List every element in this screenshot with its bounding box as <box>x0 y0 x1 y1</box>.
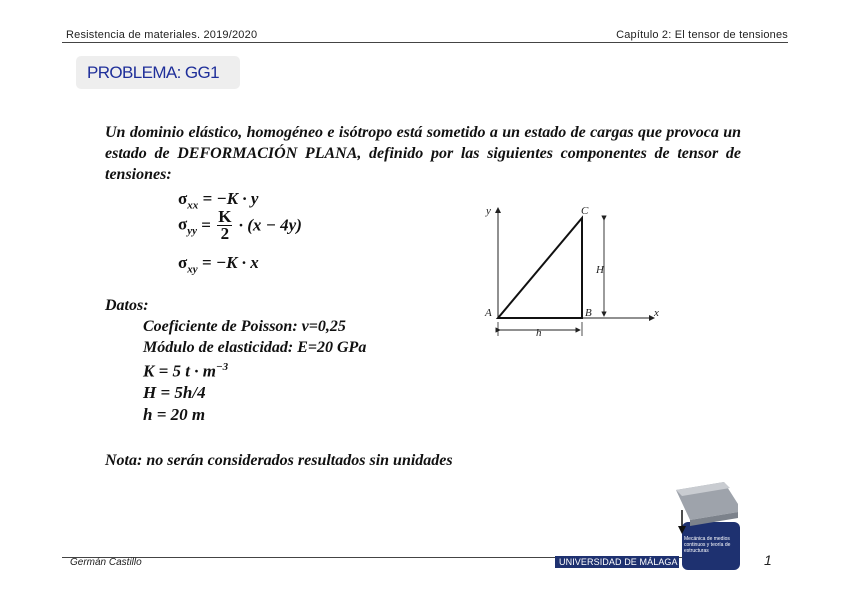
datos-poisson: Coeficiente de Poisson: ν=0,25 <box>143 318 346 335</box>
sigma-symbol: σ <box>178 214 188 234</box>
equation-rhs: · (x − 4y) <box>238 215 302 235</box>
label-base: h <box>536 327 542 339</box>
label-c: C <box>581 205 589 217</box>
fraction-k-over-2 <box>217 209 232 242</box>
equation-sigma-yy: $\sigma_{yy}$ = $\frac{K}{2}$ · (x − 4y) <box>178 207 302 243</box>
datos-h-upper: H = 5h/4 <box>143 383 206 402</box>
triangle-diagram <box>478 200 668 340</box>
subscript: xy <box>187 263 198 276</box>
page-number: 1 <box>764 552 772 568</box>
header-divider <box>62 42 788 43</box>
beam-logo-icon <box>668 482 744 572</box>
footer-author: Germán Castillo <box>70 557 142 568</box>
datos-h-lower: h = 20 m <box>143 405 206 424</box>
label-height: H <box>596 264 604 276</box>
problem-badge <box>76 56 240 89</box>
label-b: B <box>585 307 592 319</box>
label-a: A <box>485 307 492 319</box>
datos-k-text: K = 5 t · m <box>143 361 216 381</box>
sigma-symbol: σ <box>178 189 188 208</box>
subscript: yy <box>187 224 198 237</box>
subscript: xx <box>187 199 199 212</box>
triangle-abc <box>498 218 582 318</box>
sigma-symbol: σ <box>178 253 188 272</box>
fraction-numerator: K <box>218 207 232 226</box>
logo-caption: Mecánica de medios continuos y teoría de estructuras <box>684 536 731 554</box>
header-chapter-title: Capítulo 2: El tensor de tensiones <box>616 29 788 41</box>
department-logo <box>668 482 744 572</box>
label-y: y <box>486 205 491 217</box>
datos-k-value <box>143 361 228 382</box>
equation-sigma-xy <box>178 253 259 275</box>
equation-rhs: = −K · y <box>202 189 259 208</box>
datos-k-exponent: −3 <box>215 361 229 373</box>
equation-rhs: = −K · x <box>201 253 259 272</box>
datos-title: Datos: <box>105 297 149 314</box>
fraction-denominator: 2 <box>220 224 230 243</box>
note-units: Nota: no serán considerados resultados sin unidades <box>105 452 453 469</box>
problem-statement: Un dominio elástico, homogéneo e isótropo está sometido a un estado de cargas que provoca un estado de DEFORMACIÓN PLANA, definido por las siguientes componentes de tensor de tensiones: <box>105 124 741 183</box>
label-x: x <box>654 307 659 319</box>
footer-university: UNIVERSIDAD DE MÁLAGA <box>555 556 679 568</box>
header-course-title: Resistencia de materiales. 2019/2020 <box>66 29 258 41</box>
triangle-figure <box>478 200 668 340</box>
problem-badge-label: PROBLEMA: GG1 <box>87 63 220 82</box>
datos-elasticity: Módulo de elasticidad: E=20 GPa <box>143 339 367 356</box>
